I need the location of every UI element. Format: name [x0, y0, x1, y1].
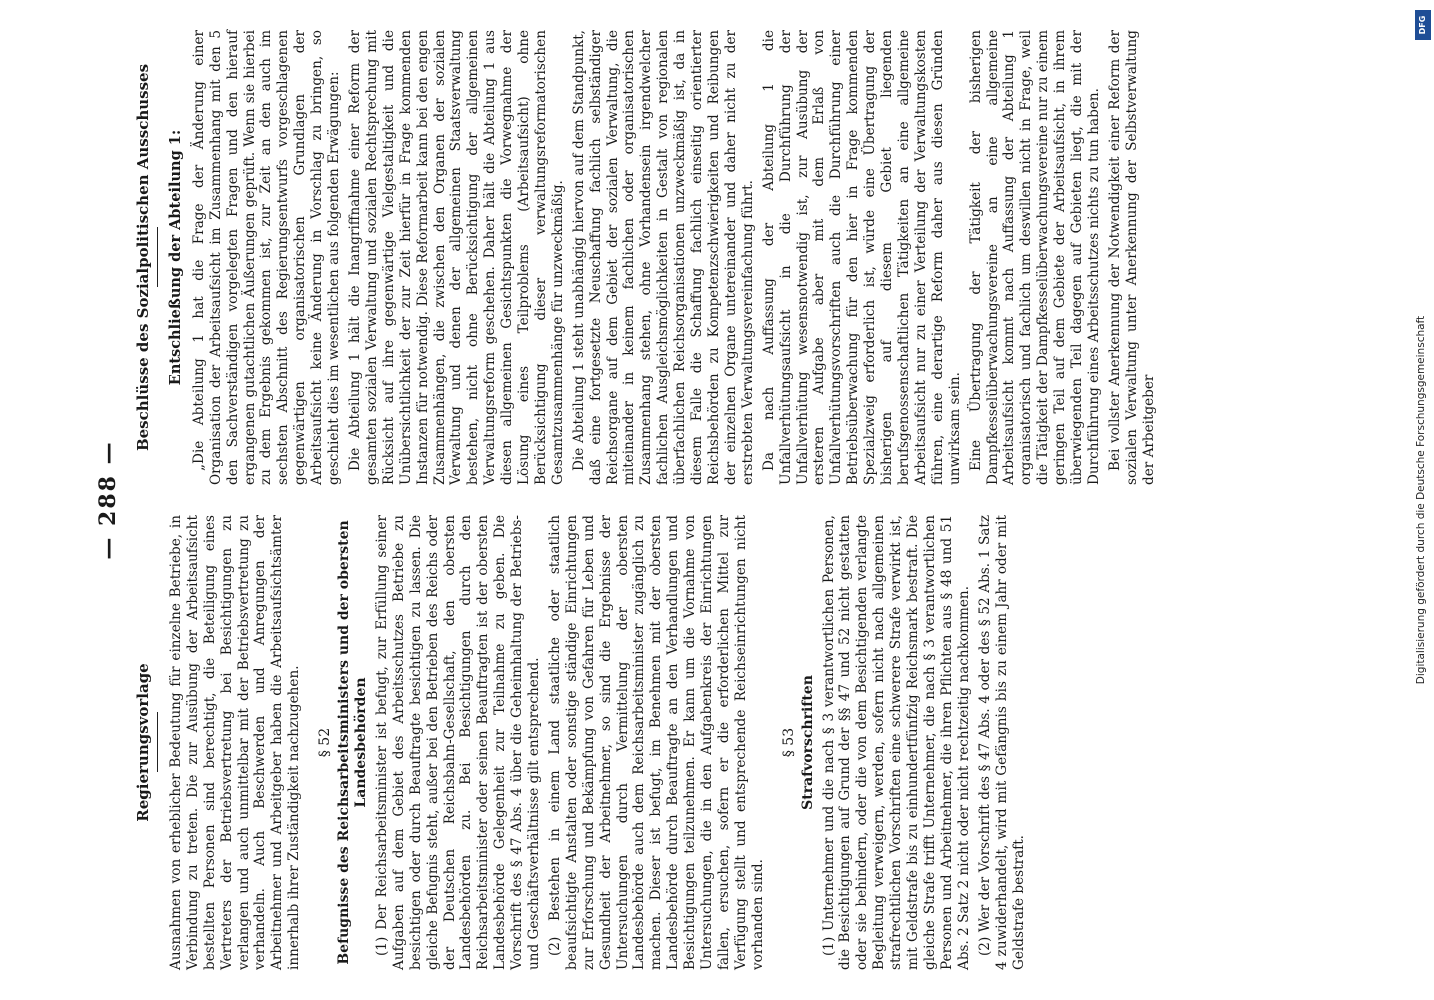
paragraph: Ausnahmen von erheblicher Bedeutung für einzelne Betriebe, in Verbindung zu treten. Die zur Ausübung der Arbeitsaufsicht bestellten Personen sind berechtigt, die Beteiligung eines Vertreters der Betriebsvertretung bei Besichtigungen zu verlangen und auch unmittelbar mit der Betriebsvertretung zu verhandeln. Auch Beschwerden und Anregungen der Arbeitnehmer und Arbeitgeber haben die Arbeitsaufsichtsämter innerhalb ihrer Zuständigkeit nachzugehen. [167, 515, 303, 970]
paragraph: (2) Wer der Vorschrift des § 47 Abs. 4 oder des § 52 Abs. 1 Satz 4 zuwiderhandelt, wird mit Gefängnis bis zu einem Jahr oder mit Geldstrafe bestraft. [976, 515, 1027, 970]
paragraph: (2) Bestehen in einem Land staatliche oder staatlich beaufsichtigte Anstalten oder sonstige ständige Einrichtungen zur Erforschung und Bekämpfung von Gefahren für Leben und Gesundheit der Arbeitnehmer, so sind die Ergebnisse der Untersuchungen durch Vermittelung der obersten Landesbehörde auch dem Reichsarbeitsminister zugänglich zu machen. Dieser ist befugt, im Benehmen mit der obersten Landesbehörde durch Beauftragte an den Verhandlungen und Besichtigungen teilzunehmen. Er kann um die Vornahme von Untersuchungen, die in den Aufgabenkreis der Einrichtungen fallen, ersuchen, sofern er die erforderlichen Mittel zur Verfügung stellt und entsprechende Reichseinrichtungen nicht vorhanden sind. [546, 515, 766, 970]
digitization-note [1410, 0, 1432, 1000]
resolution-title: Entschließung der Abteilung 1: [166, 129, 184, 386]
section-number: § 53 [780, 727, 797, 758]
heading-rule [157, 713, 158, 773]
paragraph: „Die Abteilung 1 hat die Frage der Änderung einer Organisation der Arbeitsaufsicht im Zusammenhang mit den 5 den Sachverständigen vorgelegten Fragen und den hierauf ergangenen gutachtlichen Äußerungen geprüft. Wenn sie hierbei zu dem Ergebnis gekommen ist, zur Zeit an den auch im sechsten Abschnitt des Regierungsentwurfs vorgeschlagenen gegenwärtigen organisatorischen Grundlagen der Arbeitsaufsicht keine Änderung in Vorschlag zu bringen, so geschieht dies im wesentlichen aus folgenden Erwägungen: [190, 30, 343, 485]
paragraph: Bei vollster Anerkennung der Notwendigkeit einer Reform der sozialen Verwaltung unter Anerkennung der Selbstverwaltung der Arbeitgeber [1106, 30, 1157, 485]
paragraph: Da nach Auffassung der Abteilung 1 die Unfallverhütungsaufsicht in die Durchführung der Unfallverhütung wesensnotwendig ist, zur Ausübung der ersteren Aufgabe aber mit dem Erlaß von Unfallverhütungsvorschriften auch die Durchführung einer Betriebsüberwachung für den hier in Frage kommenden Spezialzweig erforderlich ist, würde eine Übertragung der bisherigen auf diesem Gebiet liegenden berufsgenossenschaftlichen Tätigkeiten an eine allgemeine Arbeitsaufsicht nur zu einer Verteilung der Verwaltungskosten führen, eine derartige Reform daher aus diesen Gründen unwirksam sein. [760, 30, 963, 485]
paragraph: (1) Unternehmer und die nach § 3 verantwortlichen Personen, die Besichtigungen auf Grund der §§ 47 und 52 nicht gestatten oder sie behindern, oder die von dem Besichtigenden verlangte Begleitung verweigern, werden, sofern nicht nach allgemeinen strafrechtlichen Vorschriften eine schwerere Strafe verwirkt ist, mit Geldstrafe bis zu einhundertfünfzig Reichsmark bestraft. Die gleiche Strafe trifft Unternehmer, die nach § 3 verantwortlichen Personen und Arbeitnehmer, die ihren Pflichten aus § 48 und 51 Abs. 2 Satz 2 nicht oder nicht rechtzeitig nachkommen. [820, 515, 972, 970]
paragraph: Die Abteilung 1 steht unabhängig hiervon auf dem Standpunkt, daß eine fortgesetzte Neuschaffung fachlich selbständiger Reichsorgane auf dem Gebiet der sozialen Verwaltung, die miteinander in keinem fachlichen oder organisatorischen Zusammenhang stehen, ohne Vorhandensein irgendwelcher fachlichen Ausgleichsmöglichkeiten in Gestalt von regionalen überfachlichen Reichsorganisationen unzweckmäßig ist, da in diesem Falle die Schaffung fachlich einseitig orientierter Reichsbehörden zu Kompetenzschwierigkeiten und Reibungen der einzelnen Organe untereinander und daher nicht zu der erstrebten Verwaltungsvereinfachung führt. [570, 30, 756, 485]
heading-rule [157, 228, 158, 288]
section-title: Befugnisse des Reichsarbeitsministers und der obersten Landesbehörden [336, 520, 369, 965]
paragraph: (1) Der Reichsarbeitsminister ist befugt, zur Erfüllung seiner Aufgaben auf dem Gebiet des Arbeitsschutzes Betriebe zu besichtigen oder durch Beauftragte besichtigen zu lassen. Die gleiche Befugnis steht, außer bei den Betrieben des Reichs oder der Deutschen Reichsbahn-Gesellschaft, den obersten Landesbehörden zu. Bei Besichtigungen durch den Reichsarbeitsminister oder seinen Beauftragten ist der obersten Landesbehörde Gelegenheit zur Teilnahme zu geben. Die Vorschrift des § 47 Abs. 4 über die Geheimhaltung der Betriebs- und Geschäftsverhältnisse gilt entsprechend. [373, 515, 543, 970]
right-column [135, 30, 1162, 485]
section-title: Strafvorschriften [799, 675, 816, 810]
dfg-logo [1415, 10, 1431, 40]
page-number: — 288 — [95, 440, 121, 560]
paragraph: Eine Übertragung der Tätigkeit der bisherigen Dampfkesselüberwachungsvereine an eine allgemeine Arbeitsaufsicht kommt nach Auffassung der Abteilung 1 organisatorisch und fachlich um deswillen nicht in Frage, weil die Tätigkeit der Dampfkesselüberwachungsvereine nur zu einem geringen Teil auf dem Gebiete der Arbeitsaufsicht, in ihrem überwiegenden Teil dagegen auf Gebieten liegt, die mit der Durchführung eines Arbeitsschutzes nichts zu tun haben. [967, 30, 1102, 485]
right-column-heading: Beschlüsse des Sozialpolitischen Ausschusses [135, 30, 162, 485]
left-column-heading: Regierungsvorlage [135, 515, 162, 970]
paragraph: Die Abteilung 1 hält die Inangriffnahme einer Reform der gesamten sozialen Verwaltung und sozialen Rechtsprechung mit Rücksicht auf ihre gegenwärtige Vielgestaltigkeit und die Unübersichtlichkeit der zur Zeit hierfür in Frage kommenden Instanzen für notwendig. Diese Reformarbeit kann bei den engen Zusammenhängen, die zwischen den Organen der sozialen Verwaltung und denen der allgemeinen Staatsverwaltung bestehen, nicht ohne Berücksichtigung der allgemeinen Verwaltungsreform geschehen. Daher hält die Abteilung 1 aus diesen allgemeinen Gesichtspunkten die Vorwegnahme der Lösung eines Teilproblems (Arbeitsaufsicht) ohne Berücksichtigung dieser verwaltungsreformatorischen Gesamtzusammenhänge für unzweckmäßig. [346, 30, 566, 485]
section-number: § 52 [317, 727, 334, 758]
page-header [95, 40, 135, 960]
left-column [135, 515, 1031, 970]
dfg-logo-text: DFG [1418, 15, 1427, 35]
digitization-note-text: Digitalisierung gefördert durch die Deutsche Forschungsgemeinschaft [1415, 315, 1427, 685]
